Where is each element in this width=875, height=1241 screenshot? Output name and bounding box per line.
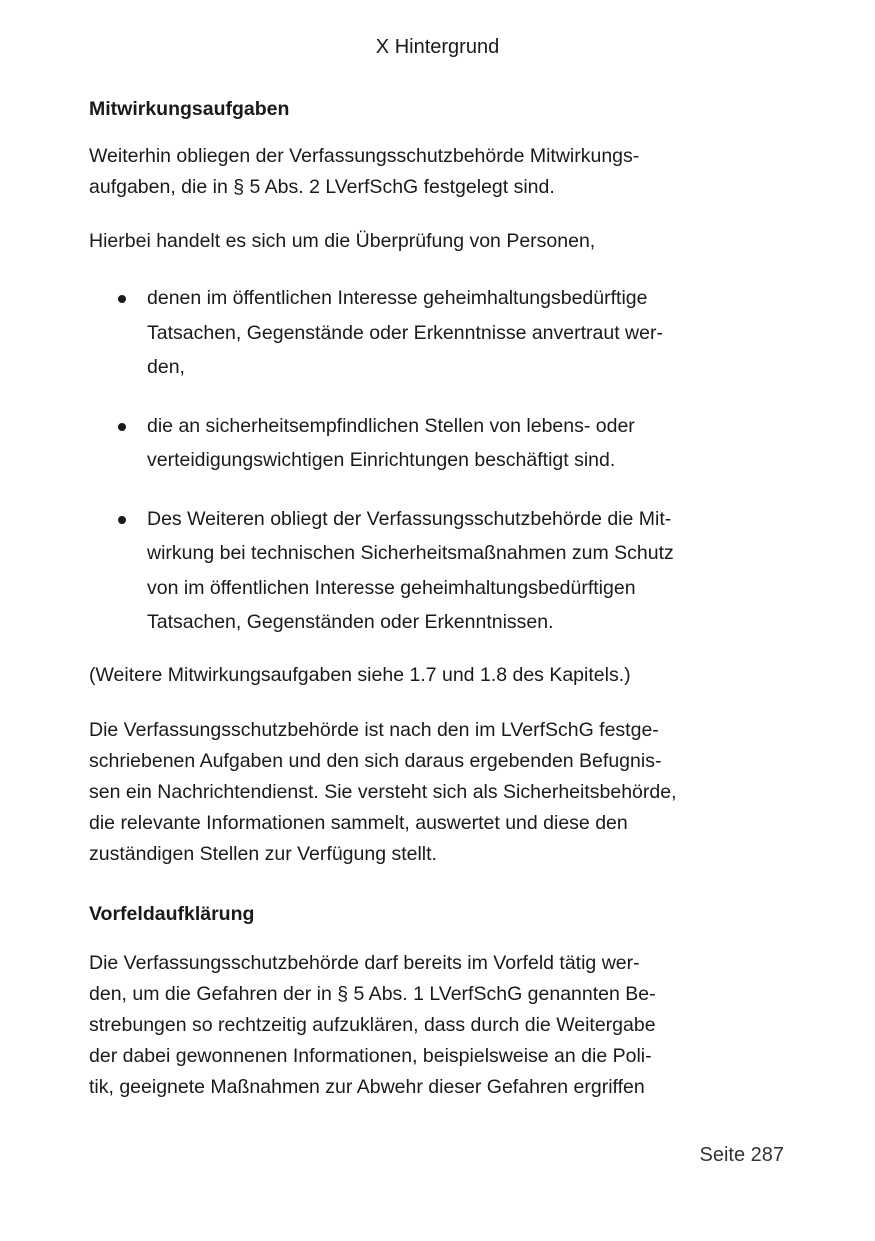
list-item [89,281,739,385]
text-line: der dabei gewonnenen Informationen, beispielsweise an die Poli- [89,1044,652,1067]
list-item [89,409,739,478]
text-line: den, um die Gefahren der in § 5 Abs. 1 LVerfSchG genannten Be- [89,982,656,1005]
text-line: Tatsachen, Gegenständen oder Erkenntnissen. [147,611,554,633]
page-number: Seite 287 [699,1144,784,1166]
section-heading-mitwirkungsaufgaben: Mitwirkungsaufgaben [89,98,290,120]
text-line: Des Weiteren obliegt der Verfassungsschutzbehörde die Mit- [147,507,672,530]
text-line: die relevante Informationen sammelt, auswertet und diese den [89,811,628,834]
paragraph-weitere-mitwirkungsaufgaben [89,660,739,691]
text-line: Tatsachen, Gegenstände oder Erkenntnisse anvertraut wer- [147,321,663,344]
paragraph-mitwirkungsaufgaben-intro [89,141,739,203]
text-line: von im öffentlichen Interesse geheimhaltungsbedürftigen [147,576,636,599]
text-line: Weiterhin obliegen der Verfassungsschutzbehörde Mitwirkungs- [89,145,640,167]
paragraph-ueberpruefung [89,226,739,257]
bullet-icon [118,516,126,524]
text-line: Die Verfassungsschutzbehörde darf bereits im Vorfeld tätig wer- [89,951,640,974]
text-line: denen im öffentlichen Interesse geheimhaltungsbedürftige [147,287,648,309]
section-heading-vorfeldaufklaerung: Vorfeldaufklärung [89,902,255,925]
text-line: aufgaben, die in § 5 Abs. 2 LVerfSchG festgelegt sind. [89,176,555,198]
text-line: schriebenen Aufgaben und den sich daraus ergebenden Befugnis- [89,749,662,772]
paragraph-nachrichtendienst [89,715,739,870]
text-line: Hierbei handelt es sich um die Überprüfung von Personen, [89,230,596,252]
text-line: wirkung bei technischen Sicherheitsmaßnahmen zum Schutz [147,542,674,564]
text-line: zuständigen Stellen zur Verfügung stellt. [89,842,437,865]
list-item [89,502,739,640]
text-line: strebungen so rechtzeitig aufzuklären, dass durch die Weitergabe [89,1013,656,1036]
text-line: tik, geeignete Maßnahmen zur Abwehr dieser Gefahren ergriffen [89,1075,645,1098]
text-line: sen ein Nachrichtendienst. Sie versteht sich als Sicherheitsbehörde, [89,780,677,803]
bullet-icon [118,423,126,431]
paragraph-vorfeldaufklaerung [89,948,739,1103]
bullet-icon [118,295,126,303]
page-body [89,94,739,1103]
text-line: (Weitere Mitwirkungsaufgaben siehe 1.7 und 1.8 des Kapitels.) [89,663,631,686]
text-line: verteidigungswichtigen Einrichtungen beschäftigt sind. [147,449,616,471]
text-line: den, [147,356,185,378]
text-line: Die Verfassungsschutzbehörde ist nach den im LVerfSchG festge- [89,718,659,741]
bullet-list-personen [89,281,739,640]
running-header-title: X Hintergrund [375,36,500,58]
text-line: die an sicherheitsempfindlichen Stellen von lebens- oder [147,414,635,437]
